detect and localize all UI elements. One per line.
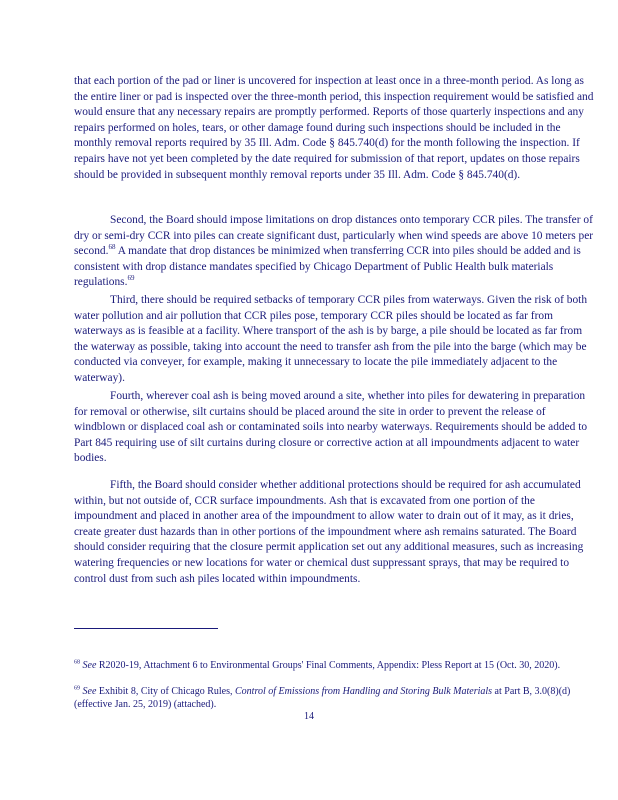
paragraph-text: Second, the Board should impose limitations on drop distances onto temporary CCR piles. The transfer of dry or semi-dry CCR into piles can create significant dust, particularly when wind speeds are above 10 meters per second. bbox=[74, 214, 594, 258]
footnote-69 bbox=[74, 685, 594, 711]
footnote-68 bbox=[74, 659, 594, 672]
footnote-text: R2020-19, Attachment 6 to Environmental Groups' Final Comments, Appendix: Pless Report at 15 (Oct. 30, 2020). bbox=[96, 660, 561, 671]
paragraph-text: Fifth, the Board should consider whether additional protections should be required for ash accumulated within, but not outside of, CCR surface impoundments. Ash that is excavated from one portion of the impoundment and placed in another area of the impoundment to allow water to drain out of it may, as it dries, create greater dust hazards than in other portions of the impoundment where ash remains saturated. The Board should consider requiring that the closure permit application set out any additional measures, such as increasing watering frequencies or new locations for water or chemical dust suppressant sprays, that may be required to control dust from such ash piles located within impoundments. bbox=[74, 479, 584, 585]
paragraph-inspection bbox=[74, 74, 594, 183]
paragraph-silt-curtains bbox=[74, 389, 594, 467]
paragraph-setbacks bbox=[74, 293, 594, 387]
paragraph-text: A mandate that drop distances be minimized when transferring CCR into piles should be added and is consistent with drop distance mandates specified by Chicago Department of Public Health bulk materials regulations. bbox=[74, 245, 581, 289]
footnote-ref[interactable]: 68 bbox=[108, 243, 116, 252]
paragraph-impoundment-ash bbox=[74, 478, 594, 587]
footnote-number: 68 bbox=[74, 659, 80, 666]
page-number: 14 bbox=[304, 711, 314, 722]
footnote-divider bbox=[74, 628, 218, 629]
footnote-ref[interactable]: 69 bbox=[127, 274, 135, 283]
paragraph-drop-distance bbox=[74, 213, 594, 291]
signal-word: See bbox=[82, 686, 97, 697]
footnote-text: at Part B, 3.0(8)(d) (effective Jan. 25, 2019) (attached). bbox=[74, 686, 571, 710]
footnote-title: Control of Emissions from Handling and Storing Bulk Materials bbox=[235, 686, 493, 697]
paragraph-text: that each portion of the pad or liner is uncovered for inspection at least once in a three-month period. As long as the entire liner or pad is inspected over the three-month period, this inspection requirement would be satisfied and would ensure that any necessary repairs are promptly performed. Reports of those quarterly inspections and any repairs performed on holes, tears, or other damage found during such inspections should be included in the monthly removal reports required by 35 Ill. Adm. Code § 845.740(d) for the month following the inspection. If repairs have not yet been completed by the date required for submission of that report, updates on those repairs should be provided in subsequent monthly removal reports under 35 Ill. Adm. Code § 845.740(d). bbox=[74, 75, 594, 181]
footnote-number: 69 bbox=[74, 685, 80, 692]
paragraph-text: Fourth, wherever coal ash is being moved around a site, whether into piles for dewatering in preparation for removal or otherwise, silt curtains should be placed around the site in order to prevent the release of windblown or displaced coal ash or contaminated soils into nearby waterways. Requirements should be added to Part 845 requiring use of silt curtains during closure or corrective action at all impoundments adjacent to water bodies. bbox=[74, 390, 588, 465]
paragraph-text: Third, there should be required setbacks of temporary CCR piles from waterways. Given the risk of both water pollution and air pollution that CCR piles pose, temporary CCR piles should be located as far from waterways as is feasible at a facility. Where transport of the ash is by barge, a pile should be located as far from the waterway as possible, taking into account the need to transfer ash from the pile into the barge (which may be conducted via conveyer, for example, making it unnecessary to locate the pile immediately adjacent to the waterway). bbox=[74, 294, 588, 384]
footnote-text: Exhibit 8, City of Chicago Rules, bbox=[96, 686, 235, 697]
signal-word: See bbox=[82, 660, 97, 671]
